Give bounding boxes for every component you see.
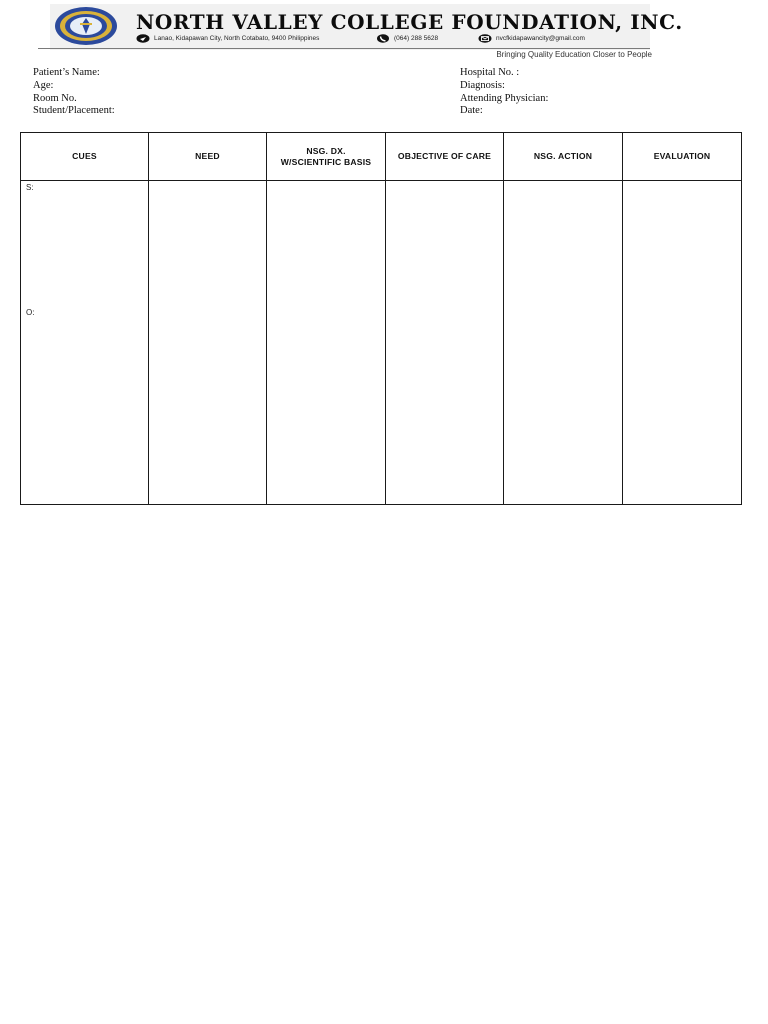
header-cues: CUES [21, 133, 149, 181]
diagnosis-label: Diagnosis: [460, 79, 505, 91]
table-header-row [21, 133, 742, 181]
college-seal-logo [54, 6, 118, 46]
attending-physician-label: Attending Physician: [460, 92, 549, 104]
location-pin-icon [136, 34, 150, 43]
patient-info-left [33, 67, 115, 118]
age-label: Age: [33, 79, 54, 91]
patient-info-right [460, 67, 548, 118]
tagline: Bringing Quality Education Closer to People [496, 50, 652, 59]
header-nsg-dx-line2: W/SCIENTIFIC BASIS [280, 156, 372, 167]
address-text: Lanao, Kidapawan City, North Cotabato, 9400 Philippines [154, 35, 320, 42]
address-item [136, 34, 319, 43]
table-row [21, 181, 742, 505]
header-need: NEED [149, 133, 267, 181]
nsg-dx-cell[interactable] [267, 181, 386, 505]
phone-item [376, 34, 438, 43]
phone-text: (064) 288 5628 [394, 35, 439, 42]
objective-cue-label: O: [26, 308, 35, 317]
date-label: Date: [460, 105, 483, 117]
nsg-action-cell[interactable] [504, 181, 623, 505]
email-item [478, 34, 585, 43]
header-evaluation: EVALUATION [623, 133, 742, 181]
nursing-care-plan-table [20, 132, 742, 505]
header-nsg-dx-line1: NSG. DX. [306, 145, 346, 156]
patient-name-label: Patient’s Name: [33, 67, 100, 78]
hospital-no-label: Hospital No. : [460, 67, 520, 78]
header-objective-of-care: OBJECTIVE OF CARE [386, 133, 504, 181]
room-no-label: Room No. [33, 92, 77, 104]
header-nsg-dx [267, 133, 386, 181]
header-nsg-action: NSG. ACTION [504, 133, 623, 181]
email-text: nvcfkidapawancity@gmail.com [496, 35, 585, 42]
objective-of-care-cell[interactable] [386, 181, 504, 505]
evaluation-cell[interactable] [623, 181, 742, 505]
letterhead [38, 4, 683, 60]
subjective-cue-label: S: [26, 183, 34, 192]
college-name: NORTH VALLEY COLLEGE FOUNDATION, INC. [136, 10, 683, 34]
email-icon [478, 34, 492, 43]
need-cell[interactable] [149, 181, 267, 505]
letterhead-divider [38, 48, 650, 49]
phone-icon [376, 34, 390, 43]
cues-cell[interactable] [21, 181, 149, 505]
student-placement-label: Student/Placement: [33, 105, 115, 117]
